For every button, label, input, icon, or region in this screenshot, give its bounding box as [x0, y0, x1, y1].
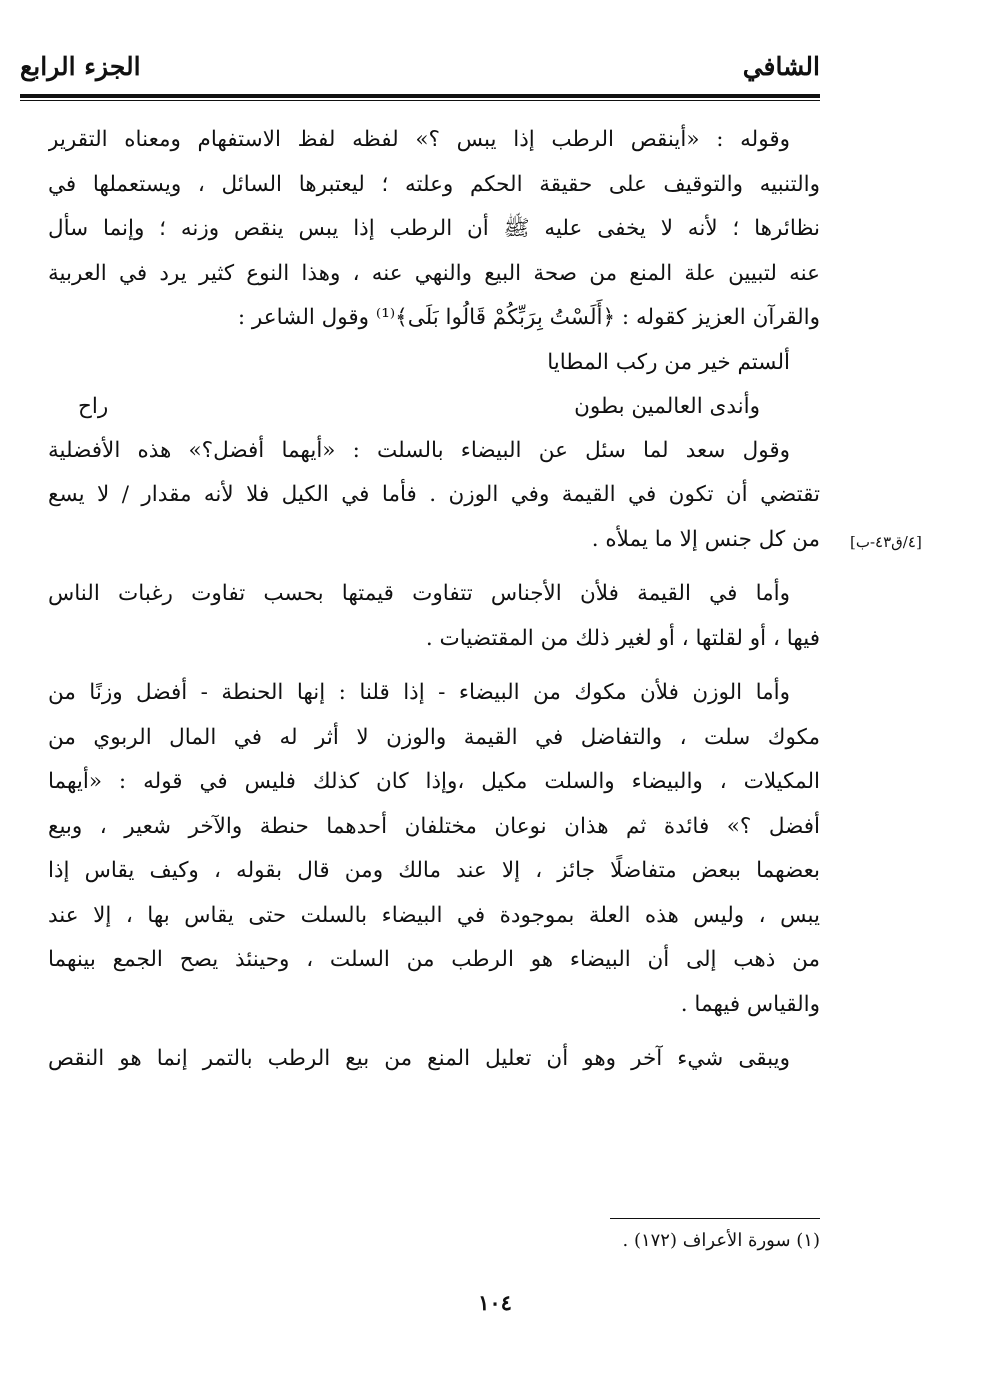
verse-line-1: ألستم خير من ركب المطايا	[547, 349, 790, 375]
text-line: نظائرها ؛ لأنه لا يخفى عليه ﷺ أن الرطب إذا يبس ينقص وزنه ؛ وإنما سأل	[48, 216, 820, 241]
text-line: وأما في القيمة فلأن الأجناس تتفاوت قيمتها بحسب تفاوت رغبات الناس	[48, 581, 790, 606]
text-line: المكيلات ، والبيضاء والسلت مكيل ،وإذا كان كذلك فليس في قوله : «أيهما	[48, 769, 820, 794]
part-title: الجزء الرابع	[20, 52, 141, 81]
text-line: والقياس فيهما .	[680, 991, 820, 1017]
footnote-rule	[610, 1218, 820, 1219]
header-rule-thick	[20, 94, 820, 98]
text-line: وقول سعد لما سئل عن البيضاء بالسلت : «أيهما أفضل؟» هذه الأفضلية	[48, 437, 790, 463]
margin-note: [٤/ق٤٣-ب]	[850, 533, 922, 551]
text-line: والقرآن العزيز كقوله : ﴿أَلَسْتُ بِرَبِّكُمْ قَالُوا بَلَى﴾⁽¹⁾ وقول الشاعر :	[237, 305, 820, 330]
header-rule-thin	[20, 100, 820, 101]
text-line: وقوله : «أينقص الرطب إذا يبس ؟» لفظه لفظ الاستفهام ومعناه التقرير	[48, 127, 790, 152]
text-line: مكوك سلت ، والتفاضل في القيمة والوزن لا أثر له في المال الربوي من	[48, 724, 820, 750]
text-line: من كل جنس إلا ما يملأه .	[591, 526, 820, 552]
text-line: عنه لتبيين علة المنع من صحة البيع والنهي عنه ، وهذا النوع كثير يرد في العربية	[48, 260, 820, 286]
text-line: فيها ، أو لقلتها ، أو لغير ذلك من المقتضيات .	[425, 625, 820, 651]
verse-line-2-end: راح	[78, 393, 109, 419]
main-text	[48, 118, 820, 1082]
verse-line-2-start: وأندى العالمين بطون	[574, 393, 760, 419]
footnote: (١) سورة الأعراف (١٧٢) .	[622, 1230, 820, 1251]
text-line: أفضل ؟» فائدة ثم هذان نوعان مختلفان أحدهما حنطة والآخر شعير ، وبيع	[48, 813, 820, 839]
text-line: بعضهما ببعض متفاضلًا جائز ، إلا عند مالك ومن قال بقوله ، وكيف يقاس إذا	[48, 858, 820, 883]
text-line: والتنبيه والتوقيف على حقيقة الحكم وعلته ؛ ليعتبرها السائل ، ويستعملها في	[48, 171, 820, 197]
verse-line-2	[48, 385, 820, 429]
text-line: ويبقى شيء آخر وهو أن تعليل المنع من بيع الرطب بالتمر إنما هو النقص	[48, 1046, 790, 1071]
text-line: وأما الوزن فلأن مكوك من البيضاء - إذا قلنا : إنها الحنطة - أفضل وزنًا من	[48, 680, 790, 705]
page-number: ١٠٤	[478, 1290, 512, 1315]
text-line: من ذهب إلى أن البيضاء هو الرطب من السلت ، وحينئذ يصح الجمع بينهما	[48, 947, 820, 972]
book-title: الشافي	[742, 52, 820, 81]
text-line: تقتضي أن تكون في القيمة وفي الوزن . فأما في الكيل فلا لأنه مقدار / لا يسع	[48, 482, 820, 507]
running-header	[20, 52, 820, 92]
text-line: يبس ، وليس هذه العلة بموجودة في البيضاء بالسلت حتى يقاس بها ، إلا عند	[48, 902, 820, 928]
